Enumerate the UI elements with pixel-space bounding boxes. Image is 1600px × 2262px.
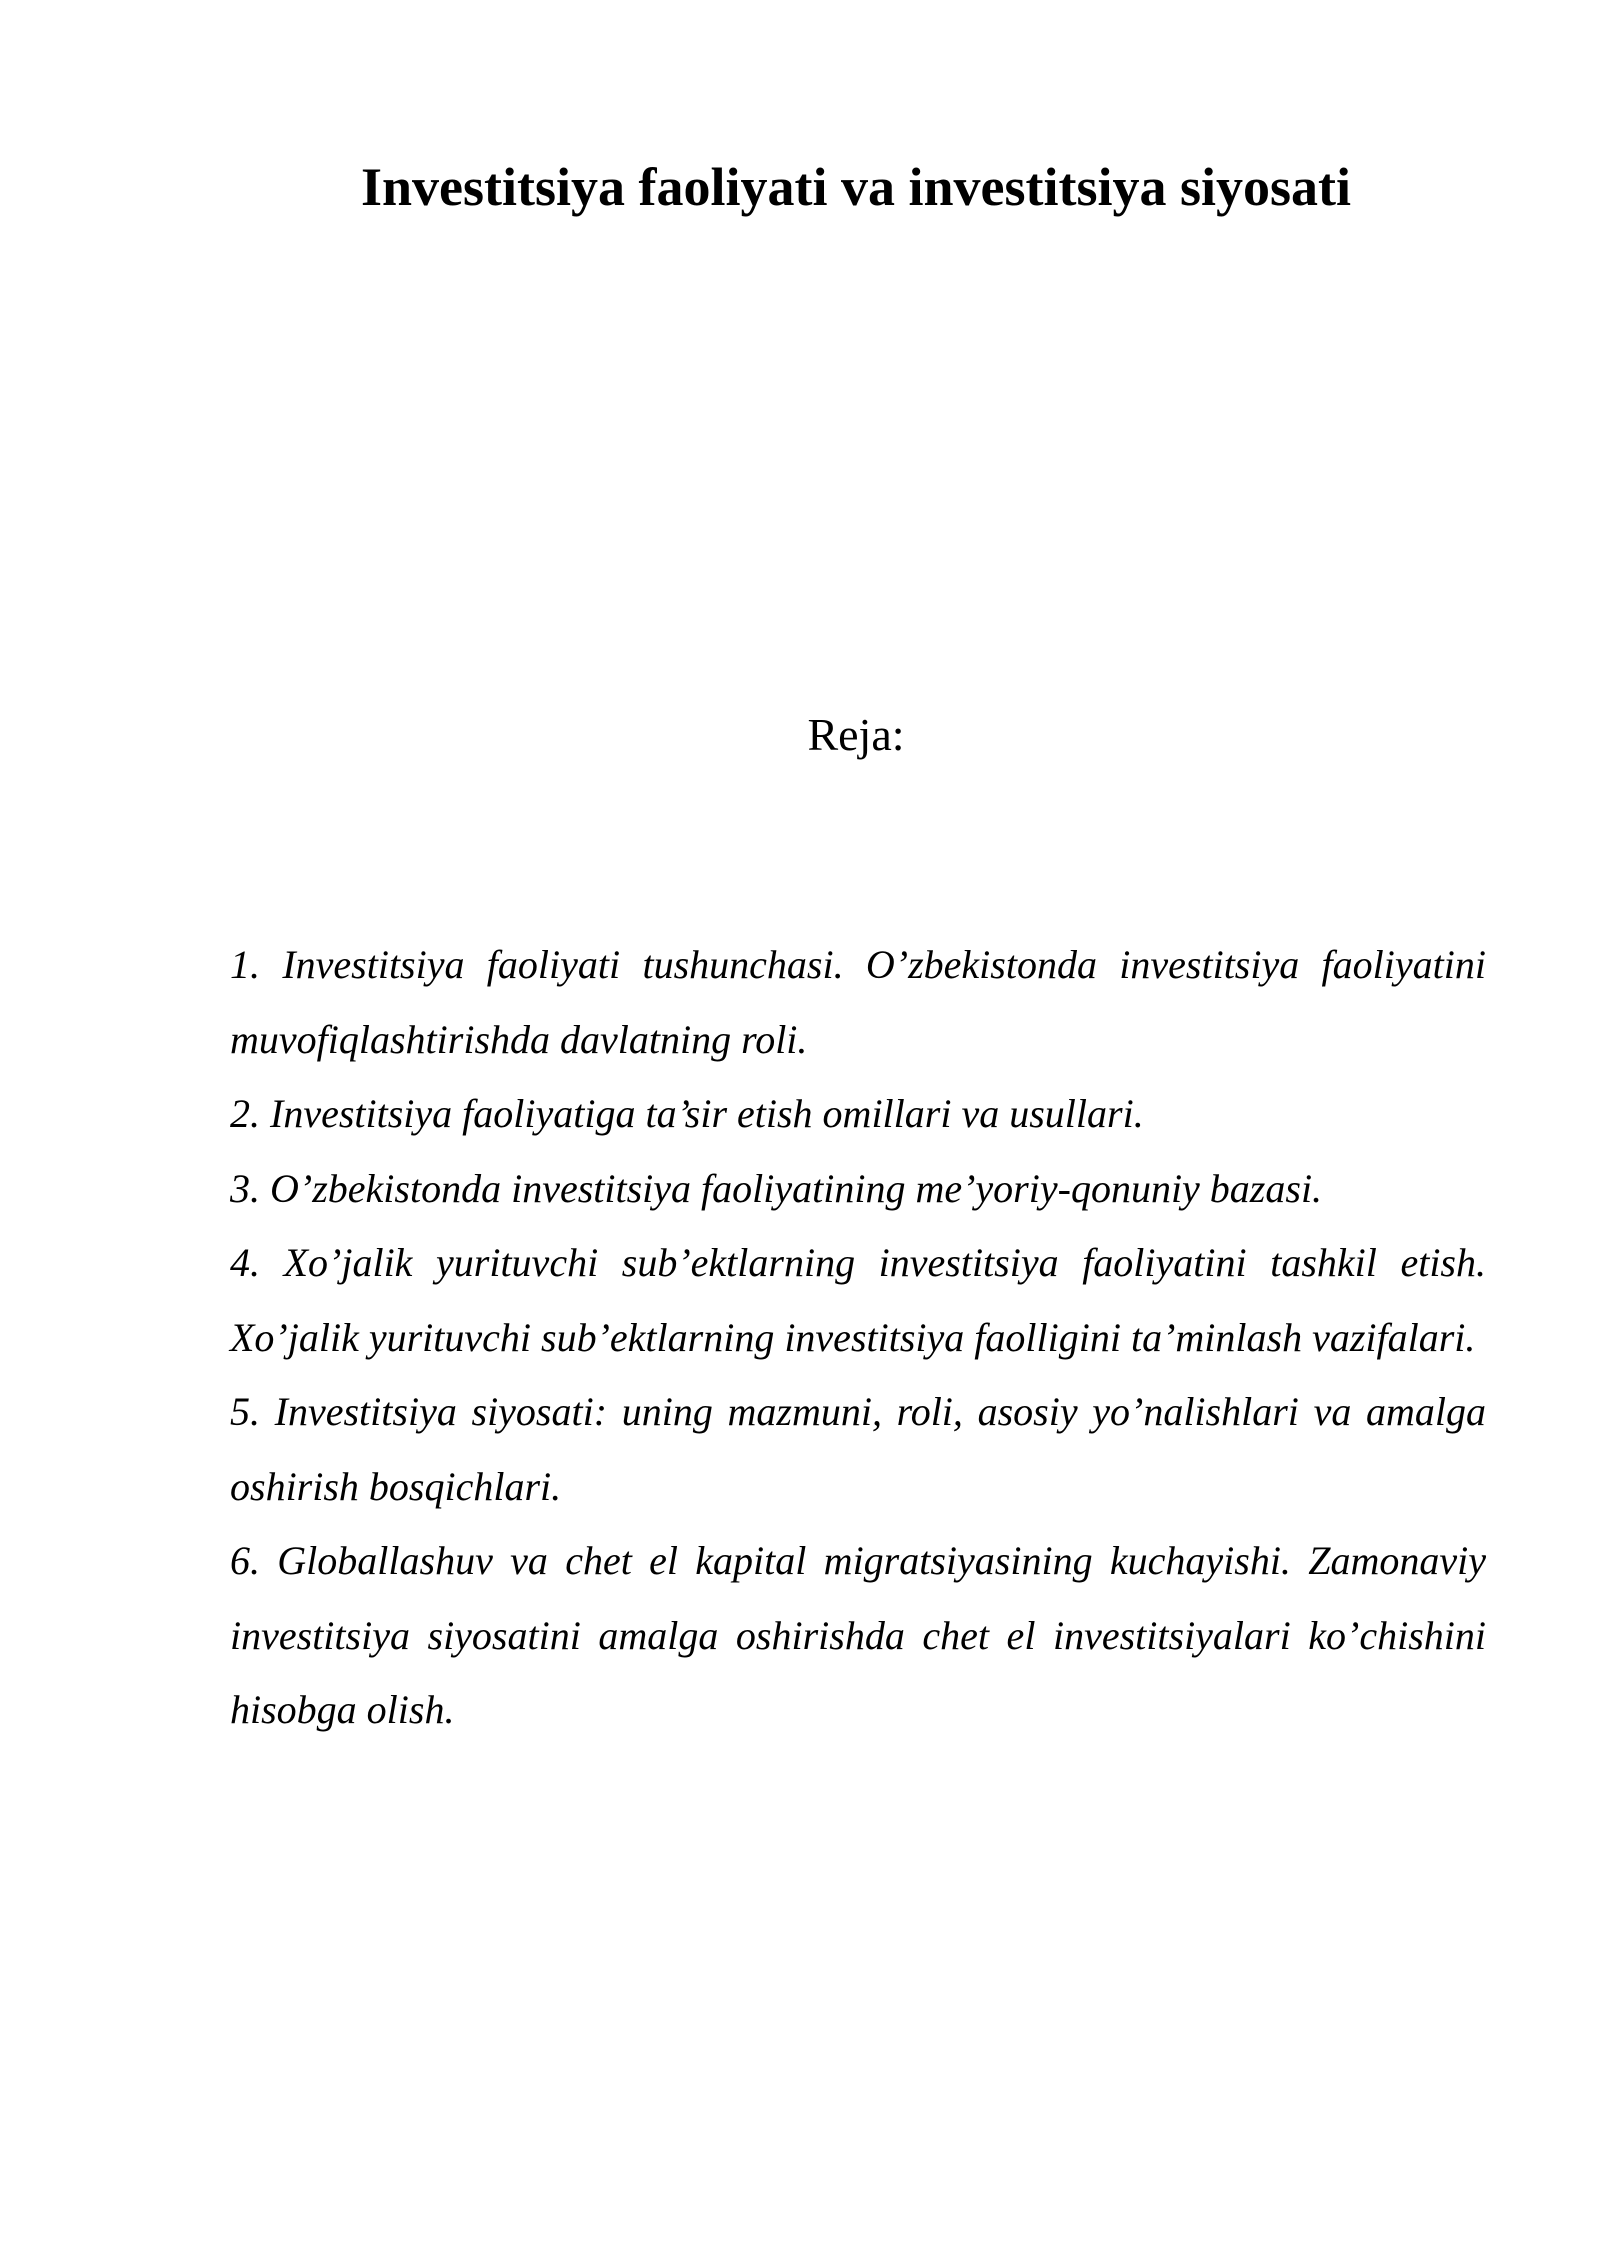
plan-item-6: 6. Globallashuv va chet el kapital migratsiyasining kuchayishi. Zamonaviy investitsiya siyosatini amalga oshirishda chet el investitsiyalari ko’chishini hisobga olish.	[230, 1538, 1486, 1732]
plan-item-5: 5. Investitsiya siyosati: uning mazmuni, roli, asosiy yo’nalishlari va amalga oshirish bosqichlari.	[230, 1389, 1486, 1509]
plan-item-4: 4. Xo’jalik yurituvchi sub’ektlarning investitsiya faoliyatini tashkil etish. Xo’jalik yurituvchi sub’ektlarning investitsiya faolligini ta’minlash vazifalari.	[230, 1240, 1486, 1360]
plan-list	[230, 928, 1486, 1748]
plan-item-1: 1. Investitsiya faoliyati tushunchasi. O’zbekistonda investitsiya faoliyatini muvofiqlashtirishda davlatning roli.	[230, 942, 1486, 1062]
plan-heading: Reja:	[807, 709, 905, 760]
document-title: Investitsiya faoliyati va investitsiya siyosati	[360, 157, 1351, 217]
plan-item-2: 2. Investitsiya faoliyatiga ta’sir etish omillari va usullari.	[230, 1091, 1144, 1136]
plan-item-3: 3. O’zbekistonda investitsiya faoliyatining me’yoriy-qonuniy bazasi.	[230, 1165, 1323, 1211]
